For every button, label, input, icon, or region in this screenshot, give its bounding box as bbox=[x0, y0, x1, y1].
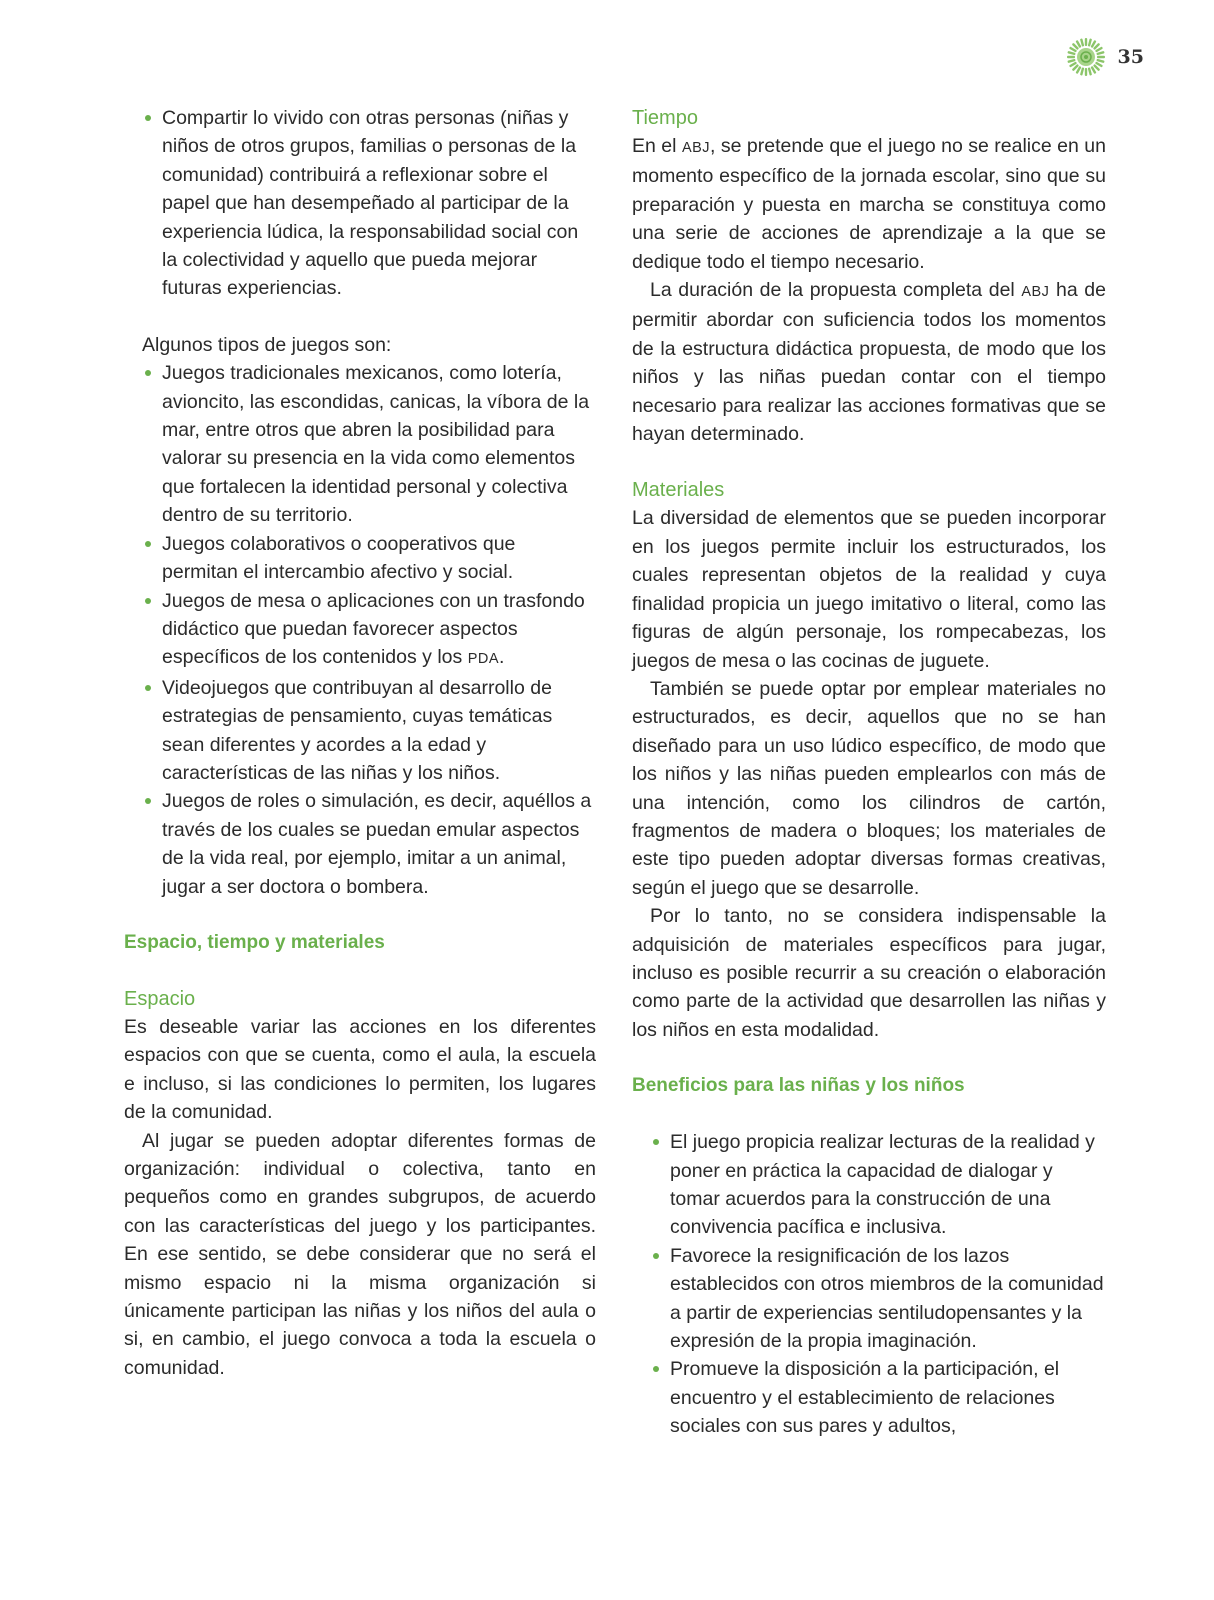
list-item: Juegos de mesa o aplicaciones con un trasfondo didáctico que puedan favorecer aspectos específicos de los contenidos y los PDA. bbox=[142, 587, 596, 674]
abj-abbr: ABJ bbox=[681, 140, 711, 156]
list-item: Juegos colaborativos o cooperativos que permitan el intercambio afectivo y social. bbox=[142, 530, 596, 587]
materiales-paragraph-2: También se puede optar por emplear materiales no estructurados, es decir, aquellos que no se han diseñado para un uso lúdico específico, de modo que los niños y las niñas pueden emplearlos con más de una intención, como los cilindros de cartón, fragmentos de madera o bloques; los materiales de este tipo pueden adoptar diversas formas creativas, según el juego que se desarrolle. bbox=[632, 677, 1106, 899]
section-title: Espacio, tiempo y materiales bbox=[124, 931, 385, 953]
page-header bbox=[1066, 36, 1144, 78]
list-item: Promueve la disposición a la participación, el encuentro y el establecimiento de relaciones sociales con sus pares y adultos, bbox=[650, 1355, 1106, 1440]
list-item: Compartir lo vivido con otras personas (niñas y niños de otros grupos, familias o personas de la comunidad) contribuirá a reflexionar sobre el papel que han desempeñado al participar de la experiencia lúdica, la responsabilidad social con la colectividad y aquello que pueda mejorar futuras experiencias. bbox=[142, 104, 596, 303]
list-item: Favorece la resignificación de los lazos establecidos con otros miembros de la comunidad a partir de experiencias sentiludopensantes y la expresión de la propia imaginación. bbox=[650, 1242, 1106, 1356]
tiempo-heading: Tiempo bbox=[632, 107, 698, 129]
tiempo-paragraph-1 bbox=[632, 132, 1106, 276]
text-span: ha de permitir abordar con suficiencia todos los momentos de la estructura didáctica propuesta, de modo que los niños y las niñas puedan contar con el tiempo necesario para realizar las acciones formativas que se hayan determinado. bbox=[632, 279, 1106, 446]
text-span: , se pretende que el juego no se realice en un momento específico de la jornada escolar, sino que su preparación y puesta en marcha se constituya como una serie de acciones de aprendizaje a la que se dedique todo el tiempo necesario. bbox=[632, 135, 1106, 273]
tiempo-paragraph-2 bbox=[632, 276, 1106, 448]
materiales-paragraph-3: Por lo tanto, no se considera indispensable la adquisición de materiales específicos para jugar, incluso es posible recurrir a su creación o elaboración como parte de la actividad que desarrollen las niñas y los niños en esta modalidad. bbox=[632, 905, 1106, 1041]
page-number: 35 bbox=[1117, 46, 1144, 68]
benefits-list bbox=[650, 1128, 1106, 1440]
espacio-paragraph-1: Es deseable variar las acciones en los diferentes espacios con que se cuenta, como el aula, la escuela e incluso, si las condiciones lo permiten, los lugares de la comunidad. bbox=[124, 1015, 596, 1124]
types-intro: Algunos tipos de juegos son: bbox=[142, 333, 392, 356]
text-span: La duración de la propuesta completa del bbox=[650, 279, 1015, 302]
pda-abbr: PDA bbox=[467, 651, 500, 668]
right-column bbox=[632, 104, 1106, 1441]
benefits-title: Beneficios para las niñas y los niños bbox=[632, 1075, 965, 1097]
espacio-paragraph-2: Al jugar se pueden adoptar diferentes formas de organización: individual o colectiva, tanto en pequeños como en grandes subgrupos, de acuerdo con las características del juego y los participantes. En ese sentido, se debe considerar que no será el mismo espacio ni la misma organización si únicamente participan las niñas y los niños del aula o si, en cambio, el juego convoca a toda la escuela o comunidad. bbox=[124, 1129, 596, 1379]
left-column bbox=[124, 104, 596, 1382]
materiales-heading: Materiales bbox=[632, 479, 725, 502]
espacio-heading: Espacio bbox=[124, 987, 196, 1010]
rosette-icon bbox=[1066, 37, 1106, 77]
list-item: Juegos tradicionales mexicanos, como lotería, avioncito, las escondidas, canicas, la víbora de la mar, entre otros que abren la posibilidad para valorar su presencia en la vida como elementos que fortalecen la identidad personal y colectiva dentro de su territorio. bbox=[142, 359, 596, 529]
list-item: El juego propicia realizar lecturas de la realidad y poner en práctica la capacidad de dialogar y tomar acuerdos para la construcción de una convivencia pacífica e inclusiva. bbox=[650, 1128, 1106, 1242]
intro-bullet-list bbox=[142, 104, 596, 303]
list-item: Videojuegos que contribuyan al desarrollo de estrategias de pensamiento, cuyas temáticas sean diferentes y acordes a la edad y características de las niñas y los niños. bbox=[142, 674, 596, 788]
text-span: En el bbox=[632, 135, 677, 157]
list-item-text: Juegos de mesa o aplicaciones con un trasfondo didáctico que puedan favorecer aspectos específicos de los contenidos y los bbox=[162, 589, 585, 669]
materiales-paragraph-1: La diversidad de elementos que se pueden incorporar en los juegos permite incluir los estructurados, los cuales representan objetos de la realidad y cuya finalidad propicia un juego imitativo o literal, como las figuras de algún personaje, los rompecabezas, los juegos de mesa o las cocinas de juguete. bbox=[632, 507, 1106, 672]
list-item: Juegos de roles o simulación, es decir, aquéllos a través de los cuales se puedan emular aspectos de la vida real, por ejemplo, imitar a un animal, jugar a ser doctora o bombera. bbox=[142, 787, 596, 901]
abj-abbr: ABJ bbox=[1021, 284, 1050, 301]
game-types-list bbox=[142, 359, 596, 901]
